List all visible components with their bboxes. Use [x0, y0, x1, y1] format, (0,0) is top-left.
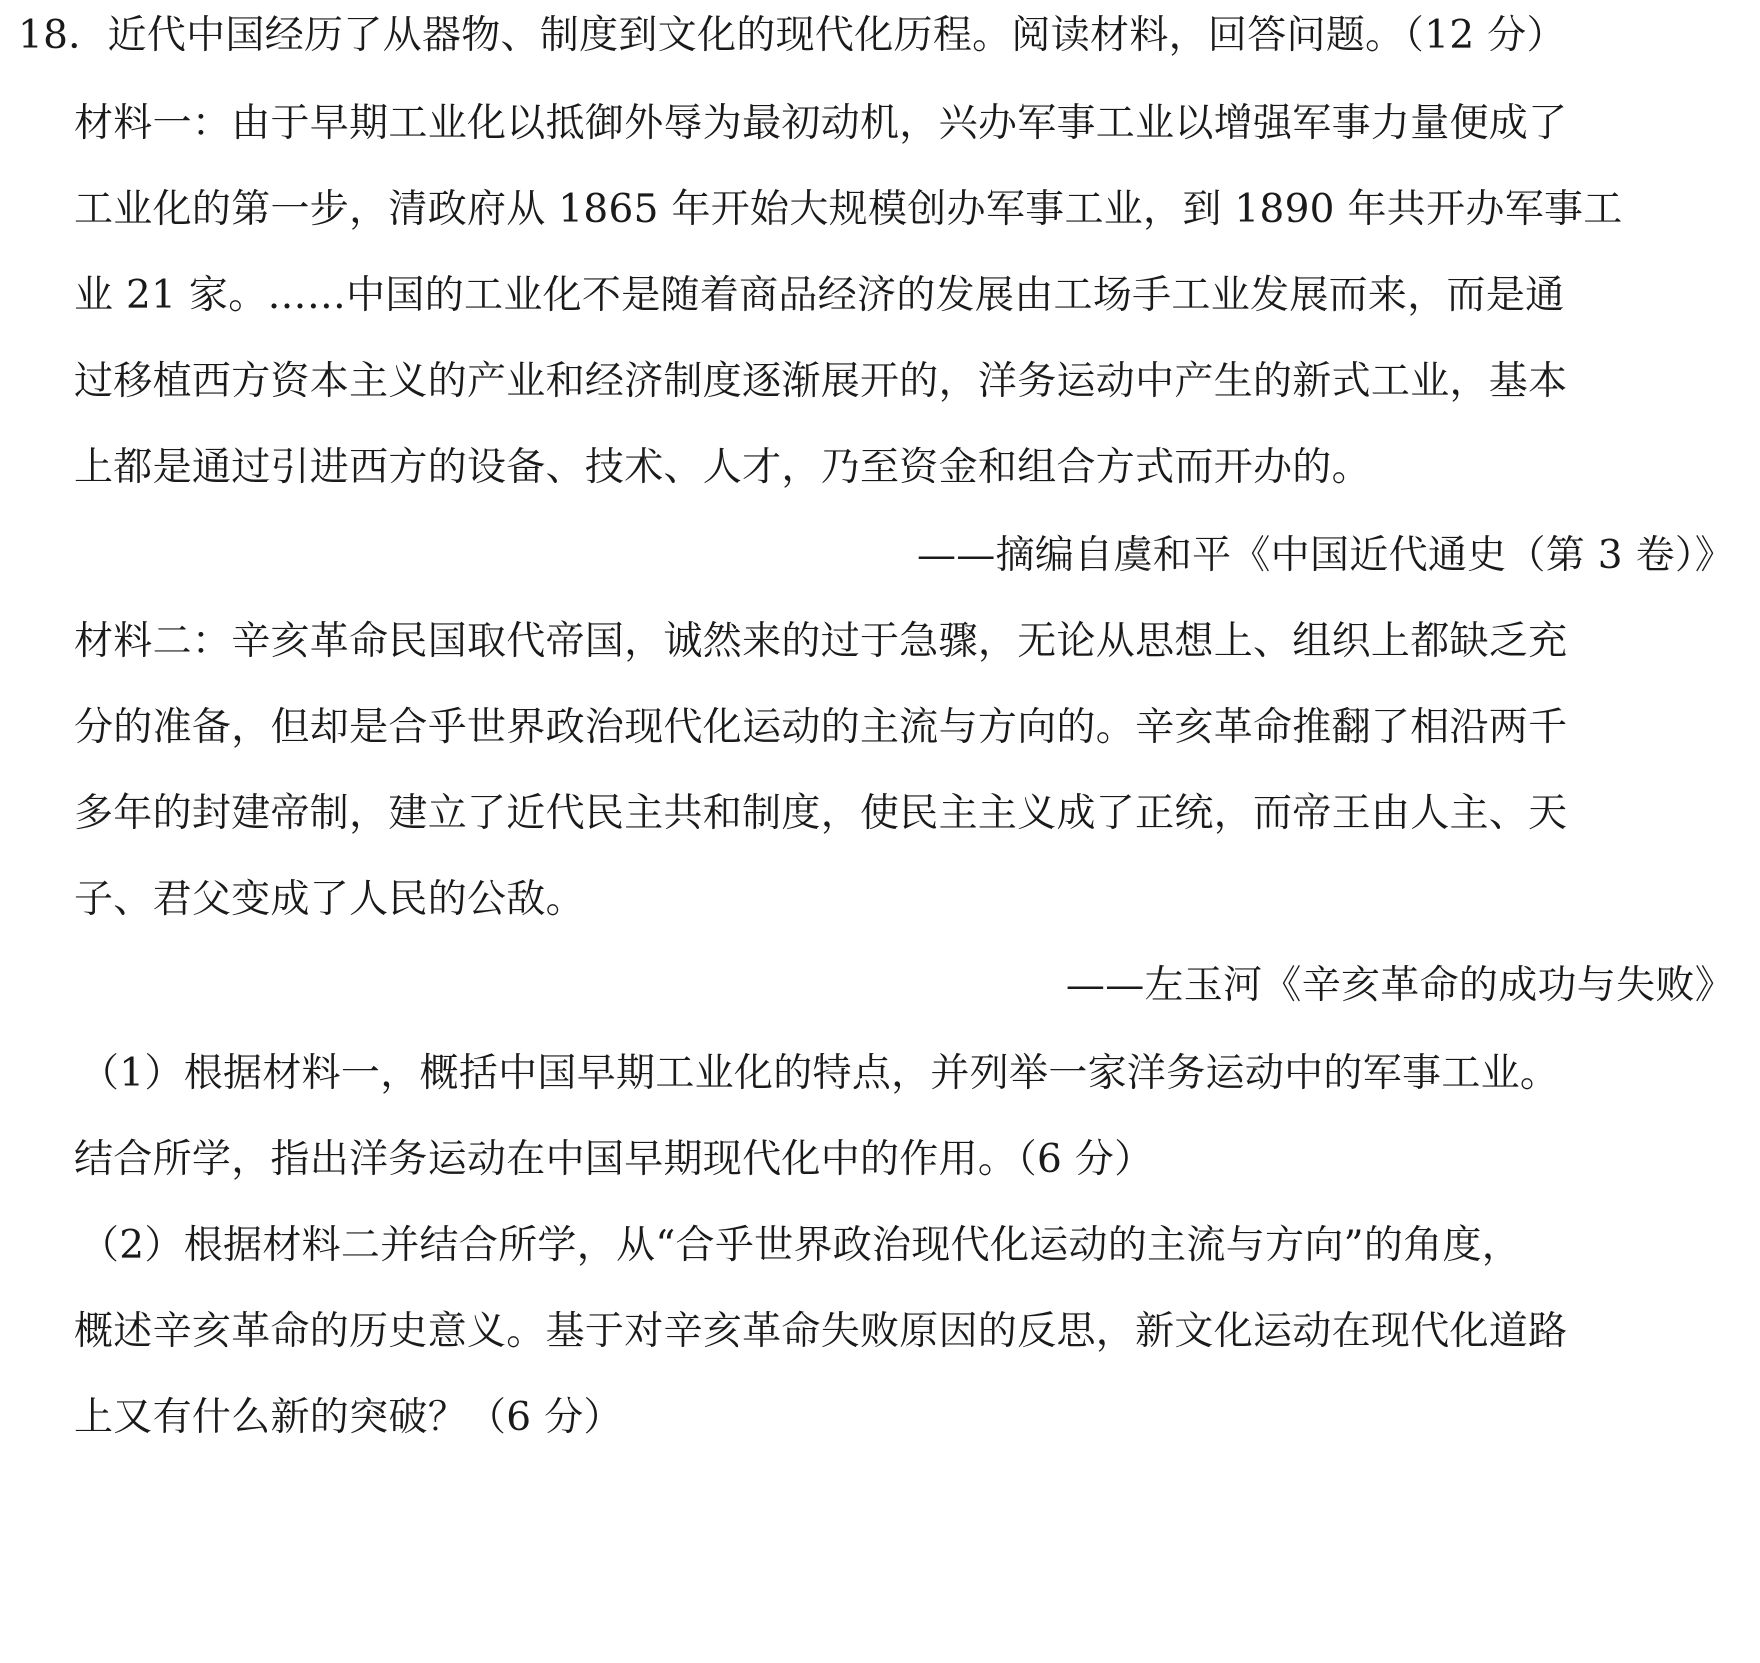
- material2-line-2: 分的准备，但却是合乎世界政治现代化运动的主流与方向的。辛亥革命推翻了相沿两千: [74, 705, 1568, 750]
- material1-line-4: 过移植西方资本主义的产业和经济制度逐渐展开的，洋务运动中产生的新式工业，基本: [74, 359, 1568, 404]
- question-stem: [18, 12, 1760, 60]
- material2-line-3: 多年的封建帝制，建立了近代民主共和制度，使民主主义成了正统，而帝王由人主、天: [74, 791, 1568, 836]
- question-stem-text: 近代中国经历了从器物、制度到文化的现代化历程。阅读材料，回答问题。（12 分）: [107, 13, 1566, 58]
- material1-source: ——摘编自虞和平《中国近代通史（第 3 卷）》: [916, 533, 1734, 578]
- subquestion1-line-2: 结合所学，指出洋务运动在中国早期现代化中的作用。（6 分）: [74, 1137, 1154, 1182]
- subquestion2-line-3: 上又有什么新的突破？（6 分）: [74, 1395, 623, 1440]
- material2-line-1: 材料二：辛亥革命民国取代帝国，诚然来的过于急骤，无论从思想上、组织上都缺乏充: [74, 619, 1568, 664]
- subquestion1-line-1: （1）根据材料一，概括中国早期工业化的特点，并列举一家洋务运动中的军事工业。: [80, 1051, 1560, 1096]
- material2-line-4: 子、君父变成了人民的公敌。: [74, 877, 585, 922]
- subquestion2-line-2: 概述辛亥革命的历史意义。基于对辛亥革命失败原因的反思，新文化运动在现代化道路: [74, 1309, 1568, 1354]
- material2-source: ——左玉河《辛亥革命的成功与失败》: [1065, 963, 1734, 1008]
- material1-line-3: 业 21 家。……中国的工业化不是随着商品经济的发展由工场手工业发展而来，而是通: [74, 273, 1565, 318]
- material1-line-1: 材料一：由于早期工业化以抵御外辱为最初动机，兴办军事工业以增强军事力量便成了: [74, 101, 1568, 146]
- subquestion2-line-1: （2）根据材料二并结合所学，从“合乎世界政治现代化运动的主流与方向”的角度，: [80, 1223, 1522, 1268]
- material1-line-5: 上都是通过引进西方的设备、技术、人才，乃至资金和组合方式而开办的。: [74, 445, 1371, 490]
- material1-line-2: 工业化的第一步，清政府从 1865 年开始大规模创办军事工业，到 1890 年共开办军事工: [74, 187, 1623, 232]
- question-number: 18．: [18, 13, 108, 58]
